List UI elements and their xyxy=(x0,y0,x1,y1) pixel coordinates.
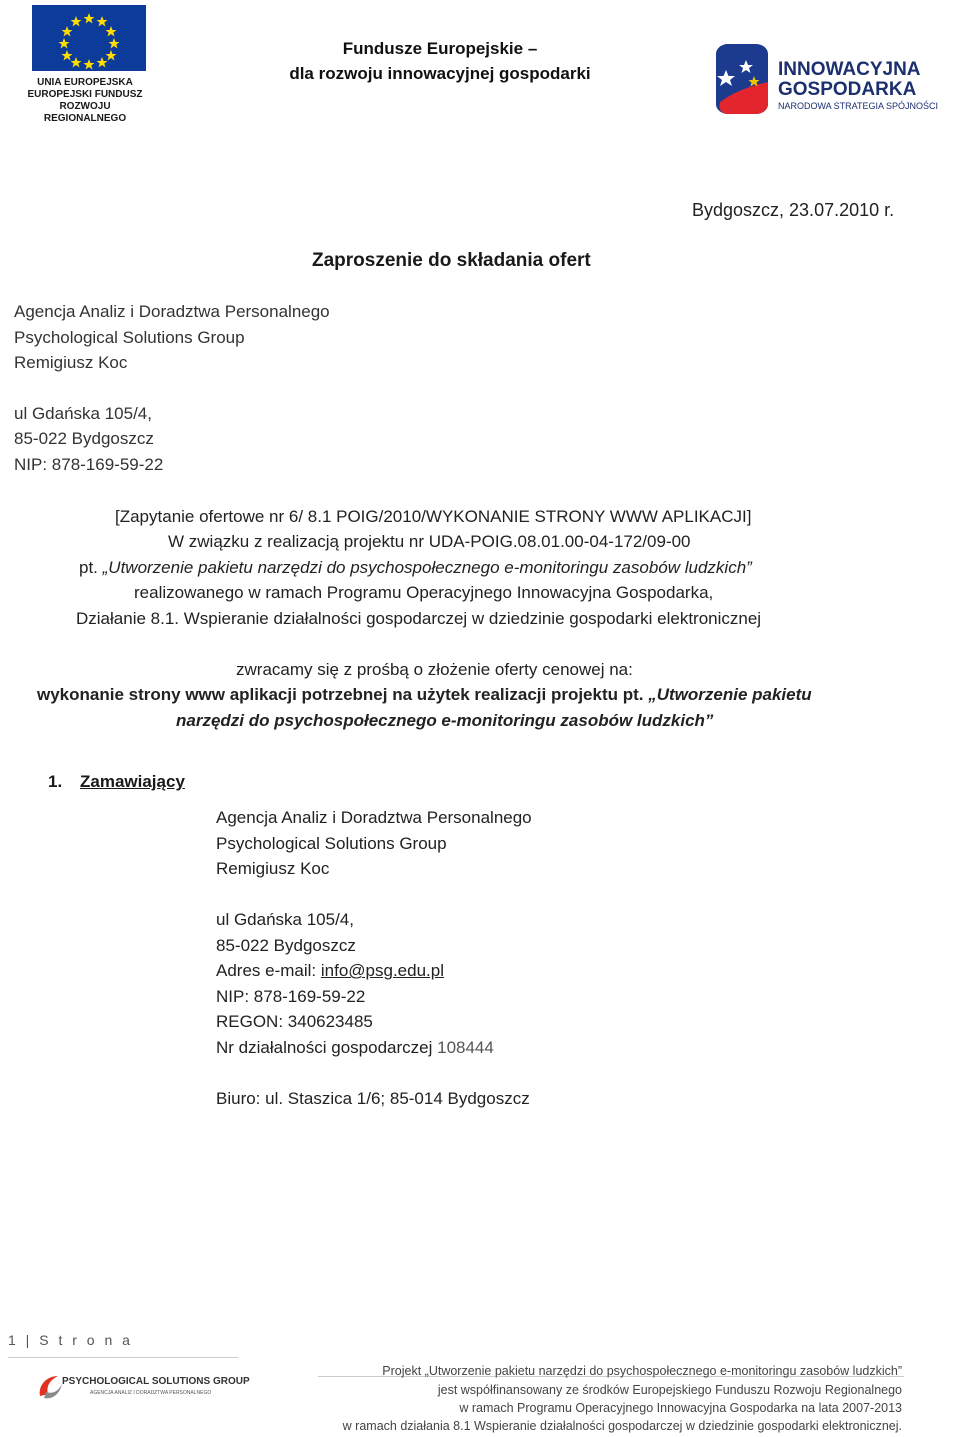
section-title: Zamawiający xyxy=(80,772,185,791)
client-street: ul Gdańska 105/4, xyxy=(216,910,354,929)
eu-logo xyxy=(22,5,148,124)
sender-group: Psychological Solutions Group xyxy=(14,328,245,347)
document-date: Bydgoszcz, 23.07.2010 r. xyxy=(692,200,895,220)
eu-logo-line1: UNIA EUROPEJSKA xyxy=(37,77,133,88)
eu-logo-line2: EUROPEJSKI FUNDUSZ xyxy=(27,89,143,100)
request-line: zwracamy się z prośbą o złożenie oferty cenowej na: xyxy=(236,660,633,679)
section-number: 1. xyxy=(48,772,63,791)
eu-flag-icon xyxy=(32,5,146,71)
document-title: Zaproszenie do składania ofert xyxy=(312,250,591,271)
client-activity-line xyxy=(216,1038,494,1058)
measure-line: Działanie 8.1. Wspieranie działalności gospodarczej w dziedzinie gospodarki elektronicznej xyxy=(76,609,762,628)
client-city: 85-022 Bydgoszcz xyxy=(216,936,356,955)
ig-logo-line2: GOSPODARKA xyxy=(778,79,917,100)
ig-logo-line3: NARODOWA STRATEGIA SPÓJNOŚCI xyxy=(778,101,939,111)
sender-city: 85-022 Bydgoszcz xyxy=(14,429,154,448)
sender-name: Agencja Analiz i Doradztwa Personalnego xyxy=(14,302,330,321)
psg-emblem-icon xyxy=(36,1372,64,1402)
project-number-line: W związku z realizacją projektu nr UDA-POIG.08.01.00-04-172/09-00 xyxy=(168,532,691,551)
page-number: 1 xyxy=(8,1332,19,1348)
project-title-prefix: pt. xyxy=(79,558,103,577)
request-subject-title-end: narzędzi do psychospołecznego e-monitoringu zasobów ludzkich” xyxy=(176,711,714,730)
header-title-line1: Fundusze Europejskie – xyxy=(342,39,538,58)
header-title xyxy=(250,36,630,86)
footer-divider xyxy=(8,1357,238,1358)
ig-emblem-icon xyxy=(712,42,772,116)
inquiry-reference: [Zapytanie ofertowe nr 6/ 8.1 POIG/2010/WYKONANIE STRONY WWW APLIKACJI] xyxy=(115,507,752,526)
page-indicator: 1 | S t r o n a xyxy=(8,1332,133,1348)
activity-number: 108444 xyxy=(437,1038,494,1057)
client-email-line xyxy=(216,961,444,981)
client-office: Biuro: ul. Staszica 1/6; 85-014 Bydgoszcz xyxy=(216,1089,530,1108)
client-name: Agencja Analiz i Doradztwa Personalnego xyxy=(216,808,532,827)
page-label: S t r o n a xyxy=(39,1332,133,1348)
sender-nip: NIP: 878-169-59-22 xyxy=(14,455,164,474)
ig-logo-line1: INNOWACYJNA xyxy=(778,59,921,80)
activity-label: Nr działalności gospodarczej xyxy=(216,1038,438,1057)
innowacyjna-gospodarka-logo xyxy=(712,38,944,120)
email-link[interactable]: info@psg.edu.pl xyxy=(320,961,444,980)
project-title: „Utworzenie pakietu narzędzi do psychospołecznego e-monitoringu zasobów ludzkich” xyxy=(102,558,752,577)
client-nip: NIP: 878-169-59-22 xyxy=(216,987,366,1006)
project-title-line xyxy=(79,558,752,578)
program-line: realizowanego w ramach Programu Operacyjnego Innowacyjna Gospodarka, xyxy=(134,583,714,602)
request-subject: wykonanie strony www aplikacji potrzebnej na użytek realizacji projektu pt. xyxy=(37,685,649,704)
client-regon: REGON: 340623485 xyxy=(216,1012,373,1031)
footer-line2: jest współfinansowany ze środków Europejskiego Funduszu Rozwoju Regionalnego xyxy=(437,1383,902,1397)
sender-person: Remigiusz Koc xyxy=(14,353,128,372)
header-title-line2: dla rozwoju innowacyjnej gospodarki xyxy=(289,64,591,83)
footer-line4: w ramach działania 8.1 Wspieranie działalności gospodarczej w dziedzinie gospodarki elektronicznej. xyxy=(342,1419,902,1433)
psg-logo-text: PSYCHOLOGICAL SOLUTIONS GROUP xyxy=(62,1376,250,1387)
email-label: Adres e-mail: xyxy=(216,961,321,980)
eu-logo-line3: ROZWOJU REGIONALNEGO xyxy=(43,101,127,124)
client-group: Psychological Solutions Group xyxy=(216,834,447,853)
footer-line3: w ramach Programu Operacyjnego Innowacyjna Gospodarka na lata 2007-2013 xyxy=(459,1401,902,1415)
psg-logo xyxy=(36,1370,250,1406)
request-subject-line xyxy=(37,685,812,705)
footer-line1: Projekt „Utworzenie pakietu narzędzi do psychospołecznego e-monitoringu zasobów ludzkich” xyxy=(382,1364,902,1378)
client-person: Remigiusz Koc xyxy=(216,859,330,878)
psg-logo-subtitle: AGENCJA ANALIZ I DORADZTWA PERSONALNEGO xyxy=(90,1390,212,1396)
request-subject-title-start: „Utworzenie pakietu xyxy=(648,685,812,704)
sender-street: ul Gdańska 105/4, xyxy=(14,404,152,423)
